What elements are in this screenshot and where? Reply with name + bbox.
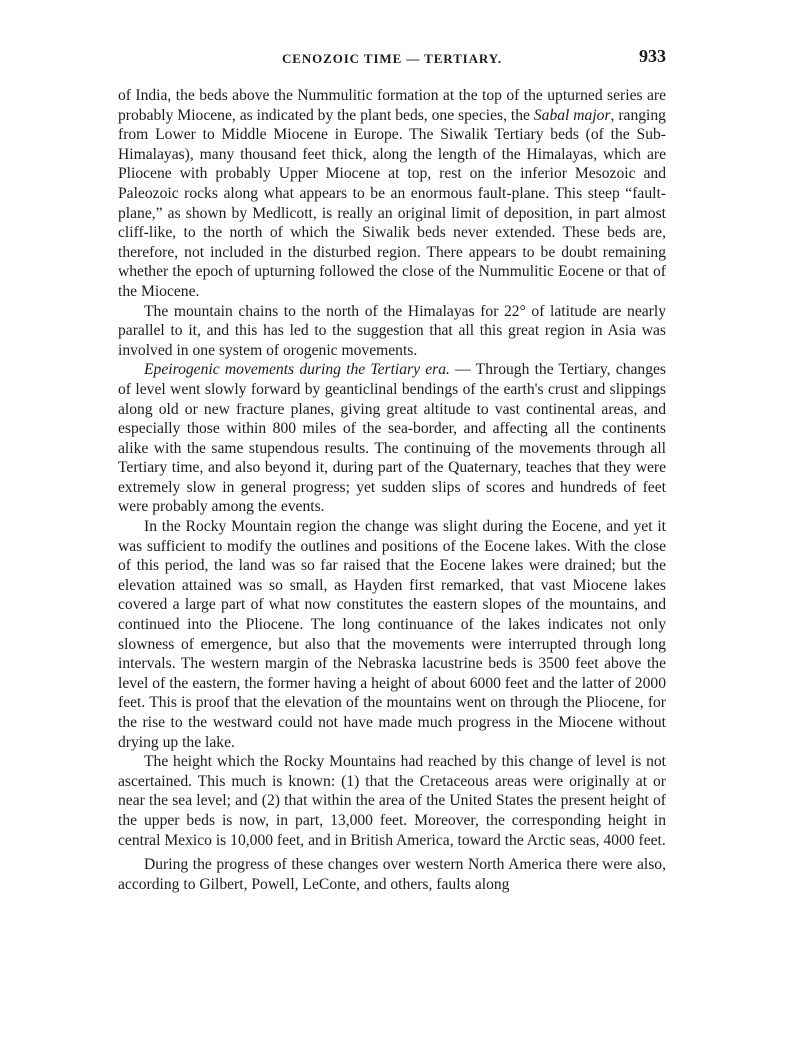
paragraph-6-text: During the progress of these changes over western North America there were also, according to Gilbert, Powell, LeConte, and others, faults along: [118, 856, 666, 893]
paragraph-5-text: The height which the Rocky Mountains had reached by this change of level is not ascertained. This much is known: (1) that the Cretaceous areas were originally at or near the sea level; and (2) that within the area of the United States the present height of the upper beds is now, in part, 13,000 feet. Moreover, the corresponding height in central Mexico is 10,000 feet, and in British America, toward the Arctic seas, 4000 feet.: [118, 753, 666, 849]
section-heading: Epeirogenic movements during the Tertiary era.: [144, 361, 450, 379]
running-head: [118, 46, 666, 72]
page-number: 933: [639, 46, 666, 66]
body-text: [118, 86, 666, 894]
paragraph-3-text: — Through the Tertiary, changes of level went slowly forward by geanticlinal bendings of the earth's crust and slippings along old or new fracture planes, giving great altitude to vast continental areas, and especially those within 800 miles of the sea-border, and affecting all the continents alike with the same stupendous results. The continuing of the movements through all Tertiary time, and also beyond it, during part of the Quaternary, teaches that they were extremely slow in general progress; yet sudden slips of scores and hundreds of feet were probably among the events.: [118, 361, 666, 516]
paragraph-1-text-a: of India, the beds above the Nummulitic formation at the top of the upturned series are probably Miocene, as indicated by the plant beds, one species, the: [118, 87, 666, 124]
species-name: Sabal major: [533, 106, 611, 124]
paragraph-1: [118, 86, 666, 302]
running-title: CENOZOIC TIME — TERTIARY.: [281, 51, 502, 66]
paragraph-2: [118, 302, 666, 361]
paragraph-5: [118, 752, 666, 850]
paragraph-4: [118, 517, 666, 752]
paragraph-3: [118, 360, 666, 517]
paragraph-6: [118, 855, 666, 894]
paragraph-2-text: The mountain chains to the north of the Himalayas for 22° of latitude are nearly parallel to it, and this has led to the suggestion that all this great region in Asia was involved in one system of orogenic movements.: [118, 302, 666, 359]
paragraph-1-text-b: , ranging from Lower to Middle Miocene in Europe. The Siwalik Tertiary beds (of the Sub-Himalayas), many thousand feet thick, along the length of the Himalayas, which are Pliocene with probably Upper Miocene at top, rest on the inferior Mesozoic and Paleozoic rocks along what appears to be an enormous fault-plane. This steep “fault-plane,” as shown by Medlicott, is really an original limit of deposition, in part almost cliff-like, to the north of which the Siwalik beds never extended. These beds are, therefore, not included in the disturbed region. There appears to be doubt remaining whether the epoch of upturning followed the close of the Nummulitic Eocene or that of the Miocene.: [118, 106, 666, 300]
paragraph-4-text: In the Rocky Mountain region the change was slight during the Eocene, and yet it was sufficient to modify the outlines and positions of the Eocene lakes. With the close of this period, the land was so far raised that the Eocene lakes were drained; but the elevation attained was so small, as Hayden first remarked, that vast Miocene lakes covered a large part of what now constitutes the eastern slopes of the mountains, and continued into the Pliocene. The long continuance of the lakes indicates not only slowness of emergence, but also that the movements were interrupted through long intervals. The western margin of the Nebraska lacustrine beds is 3500 feet above the level of the eastern, the former having a height of about 6000 feet and the latter of 2000 feet. This is proof that the elevation of the mountains went on through the Pliocene, for the rise to the westward could not have made much progress in the Miocene without drying up the lake.: [118, 518, 666, 751]
